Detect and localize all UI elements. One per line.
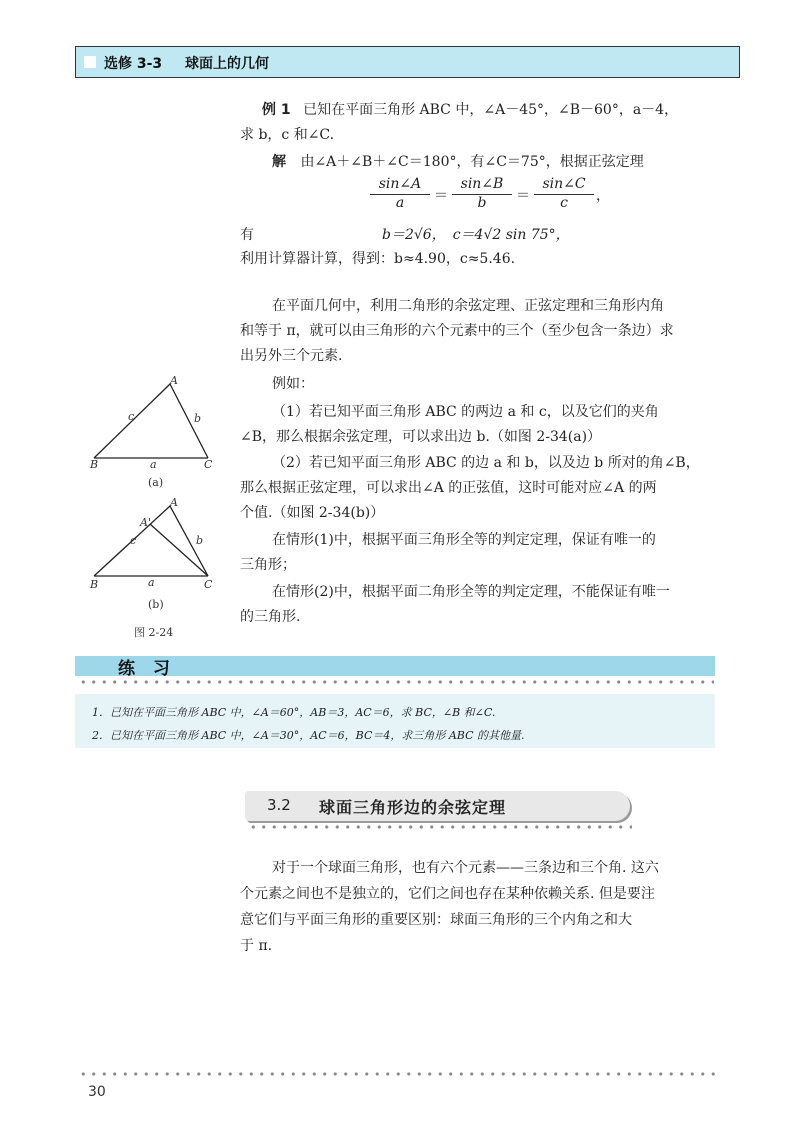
fig-a-caption: (a) xyxy=(148,476,164,489)
frac-num-c: sin∠C xyxy=(542,176,586,192)
fig-a-vertex-C: C xyxy=(204,458,213,471)
p5-line-2: 的三角形. xyxy=(240,609,301,625)
fig-a-side-a: a xyxy=(150,458,157,471)
p1-line-2: 和等于 π，就可以由三角形的六个元素中的三个（至少包含一条边）求 xyxy=(240,323,674,339)
p1-line-3: 出另外三个元素. xyxy=(240,348,343,364)
fig-a-vertex-B: B xyxy=(90,458,99,471)
fig-b-vertex-A-prime: A' xyxy=(140,516,151,529)
section-title: 球面三角形边的余弦定理 xyxy=(319,798,507,817)
fig-b-vertex-A: A xyxy=(170,496,178,509)
p5-line-1: 在情形(2)中，根据平面二角形全等的判定定理，不能保证有唯一 xyxy=(272,584,670,600)
p3-line-2: 那么根据正弦定理，可以求出∠A 的正弦值，这时可能对应∠A 的两 xyxy=(240,480,657,496)
p1-line-1: 在平面几何中，利用二角形的余弦定理、正弦定理和三角形内角 xyxy=(272,298,664,314)
solution-label: 解 xyxy=(272,154,286,170)
example-line-2: 求 b，c 和∠C. xyxy=(240,127,335,143)
p2-line-1: （1）若已知平面三角形 ABC 的两边 a 和 c，以及它们的夹角 xyxy=(272,404,659,420)
closing-line-3: 意它们与平面三角形的重要区别：球面三角形的三个内角之和大 xyxy=(240,912,632,928)
formula-comma: ， xyxy=(596,188,610,204)
closing-line-4: 于 π. xyxy=(240,938,273,954)
fig-a-side-b: b xyxy=(194,412,202,425)
exercise-divider xyxy=(78,680,714,684)
exercise-title: 练 习 xyxy=(118,659,176,679)
p2-line-2: ∠B，那么根据余弦定理，可以求出边 b.（如图 2-34(a)） xyxy=(240,429,602,445)
p4-line-1: 在情形(1)中，根据平面三角形全等的判定定理，保证有唯一的 xyxy=(272,532,656,548)
example-line-1 xyxy=(262,100,678,120)
fig-b-caption: (b) xyxy=(148,598,164,611)
have-value: b＝2√6， c＝4√2 sin 75°， xyxy=(382,227,570,243)
frac-den-b: b xyxy=(452,194,512,211)
header-section: 选修 3-3 xyxy=(104,56,163,72)
section-divider xyxy=(248,825,632,829)
p4-line-2: 三角形； xyxy=(240,557,296,573)
calc-line: 利用计算器计算，得到：b≈4.90，c≈5.46. xyxy=(240,251,516,267)
header-square-icon xyxy=(84,56,96,68)
edge-b-prime xyxy=(150,524,208,576)
fig-a-side-c: c xyxy=(128,410,135,423)
example-label: 例 1 xyxy=(262,102,291,118)
fig-b-side-a: a xyxy=(148,576,155,589)
p3-line-1: （2）若已知平面三角形 ABC 的边 a 和 b，以及边 b 所对的角∠B， xyxy=(272,455,700,471)
closing-line-1: 对于一个球面三角形，也有六个元素——三条边和三个角. 这六 xyxy=(272,860,659,876)
example-text: 已知在平面三角形 ABC 中，∠A－45°，∠B－60°，a－4， xyxy=(303,102,679,118)
triangle-figure-a xyxy=(86,378,226,470)
solution-line xyxy=(272,152,644,172)
frac-num-a: sin∠A xyxy=(378,176,422,192)
section-number: 3.2 xyxy=(267,796,291,814)
page-number: 30 xyxy=(88,1084,106,1100)
exercise-item-1: 1．已知在平面三角形 ABC 中，∠A＝60°，AB＝3，AC＝6，求 BC，∠B 和∠C. xyxy=(92,706,496,719)
edge-b xyxy=(170,384,208,458)
closing-line-2: 个元素之间也不是独立的，它们之间也存在某种依赖关系. 但是要注 xyxy=(240,886,655,902)
solution-text: 由∠A＋∠B＋∠C＝180°，有∠C＝75°，根据正弦定理 xyxy=(300,154,644,170)
fig-b-vertex-B: B xyxy=(90,578,99,591)
fig-a-vertex-A: A xyxy=(170,374,178,387)
fig-b-side-c: c xyxy=(130,534,137,547)
section-heading xyxy=(245,791,630,821)
eg-label: 例如： xyxy=(272,376,314,392)
footer-divider xyxy=(78,1072,718,1076)
eq-sign-1: ＝ xyxy=(434,188,448,204)
p3-line-3: 个值.（如图 2-34(b)） xyxy=(240,505,385,521)
chapter-header xyxy=(75,46,740,78)
frac-den-c: c xyxy=(534,194,594,211)
have-label: 有 xyxy=(240,227,254,243)
eq-sign-2: ＝ xyxy=(516,188,530,204)
exercise-item-2: 2．已知在平面三角形 ABC 中，∠A＝30°，AC＝6，BC＝4，求三角形 ABC 的其他量. xyxy=(92,729,525,742)
header-title: 球面上的几何 xyxy=(185,56,270,72)
figure-caption: 图 2-24 xyxy=(134,626,174,639)
triangle-figure-b xyxy=(86,500,226,586)
frac-num-b: sin∠B xyxy=(460,176,504,192)
fig-b-vertex-C: C xyxy=(204,578,213,591)
frac-den-a: a xyxy=(370,194,430,211)
header-text xyxy=(104,53,287,73)
fig-b-side-b: b xyxy=(196,534,204,547)
